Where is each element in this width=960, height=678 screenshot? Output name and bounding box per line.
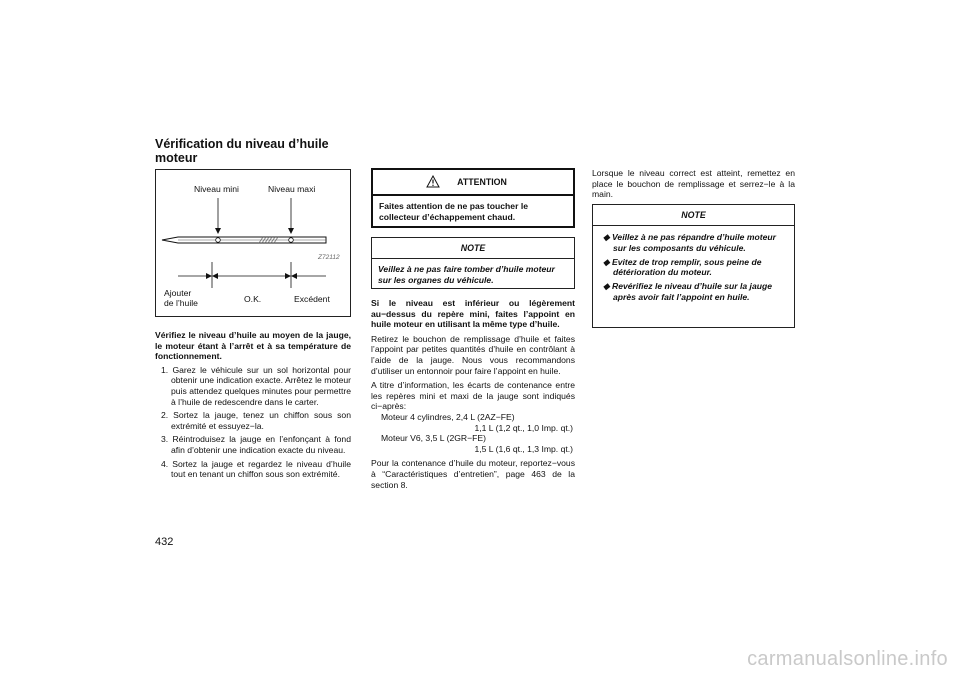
column-1 [155, 330, 351, 483]
low-level-paragraph: Si le niveau est inférieur ou légèrement au−dessus du repère mini, faites l’appoint en huile moteur en utilisant la même type d’huile. [371, 298, 575, 330]
note-box-2 [592, 204, 795, 328]
step-4: 4. Sortez la jauge et regardez le niveau d’huile tout en tenant un chiffon sous son extrémité. [161, 458, 351, 480]
note-2-bullet-3: ◆ Revérifiez le niveau d’huile sur la jauge après avoir fait l’appoint en huile. [603, 281, 772, 302]
capacity-intro: A titre d’information, les écarts de contenance entre les repères mini et maxi de la jauge sont indiqués ci−après: [371, 380, 575, 412]
diamond-bullet-icon: ◆ [603, 232, 612, 242]
note-2-bullet-1: ◆ Veillez à ne pas répandre d’huile moteur sur les composants du véhicule. [603, 232, 776, 253]
step-3: 3. Réintroduisez la jauge en l’enfonçant à fond afin d’obtenir une indication exacte du niveau. [161, 434, 351, 455]
step-1: 1. Garez le véhicule sur un sol horizontal pour obtenir une indication exacte. Arrêtez le moteur puis attendez quelques minutes pour permettre à l’huile de redescendre dans le carter. [161, 364, 351, 407]
section-title [155, 137, 355, 165]
note-1-title: NOTE [372, 238, 574, 259]
engine-2-value: 1,5 L (1,6 qt., 1,3 Imp. qt.) [474, 443, 573, 454]
note-2-body [593, 226, 794, 311]
engine-1-value: 1,1 L (1,2 qt., 1,0 Imp. qt.) [474, 422, 573, 433]
min-arrow [215, 228, 221, 234]
note-2-bullet-2: ◆ Evitez de trop remplir, sous peine de détérioration du moteur. [603, 256, 762, 278]
label-ok: O.K. [244, 294, 262, 304]
dipstick-figure [155, 169, 351, 317]
watermark: carmanualsonline.info [747, 648, 948, 670]
note-box-1 [371, 237, 575, 289]
capacity-reference: Pour la contenance d’huile du moteur, reportez−vous à “Caractéristiques d’entretien”, page 463 de la section 8. [371, 458, 575, 490]
refill-paragraph: Retirez le bouchon de remplissage d’huile et faites l’appoint par petites quantités d’huile en contrôlant à l’aide de la jauge. Nous vous recommandons d’utiliser un entonnoir pour faire l’appoint en huile. [371, 333, 575, 376]
min-hole [216, 238, 221, 243]
max-arrow [288, 228, 294, 234]
step-2: 2. Sortez la jauge, tenez un chiffon sous son extrémité et essuyez−la. [161, 410, 351, 431]
engine-2-label: Moteur V6, 3,5 L (2GR−FE) [381, 433, 486, 444]
column-2-text [371, 298, 575, 490]
max-hole [289, 238, 294, 243]
warning-triangle-icon [426, 175, 440, 188]
label-ajouter-huile: Ajouter de l’huile [164, 288, 198, 308]
diamond-bullet-icon: ◆ [603, 281, 612, 292]
page-number: 432 [155, 536, 174, 548]
section-title-line2: moteur [155, 151, 198, 165]
label-excedent: Excédent [294, 294, 330, 304]
figure-code: Z72112 [318, 254, 340, 261]
attention-title: ATTENTION [457, 177, 507, 187]
attention-box [371, 168, 575, 228]
diamond-bullet-icon: ◆ [603, 256, 612, 267]
label-niveau-maxi: Niveau maxi [268, 184, 316, 194]
intro-paragraph: Vérifiez le niveau d’huile au moyen de la jauge, le moteur étant à l’arrêt et à sa température de fonctionnement. [155, 330, 351, 362]
column-3-text [592, 168, 795, 200]
label-niveau-mini: Niveau mini [194, 184, 239, 194]
correct-level-paragraph: Lorsque le niveau correct est atteint, remettez en place le bouchon de remplissage et serrez−le à la main. [592, 168, 795, 200]
engine-1-label: Moteur 4 cylindres, 2,4 L (2AZ−FE) [381, 411, 515, 422]
section-title-line1: Vérification du niveau d’huile [155, 137, 329, 151]
attention-text: Faites attention de ne pas toucher le collecteur d’échappement chaud. [379, 201, 528, 222]
note-2-title: NOTE [593, 205, 794, 226]
note-1-text: Veillez à ne pas faire tomber d’huile moteur sur les organes du véhicule. [378, 264, 555, 285]
attention-header [373, 170, 573, 196]
